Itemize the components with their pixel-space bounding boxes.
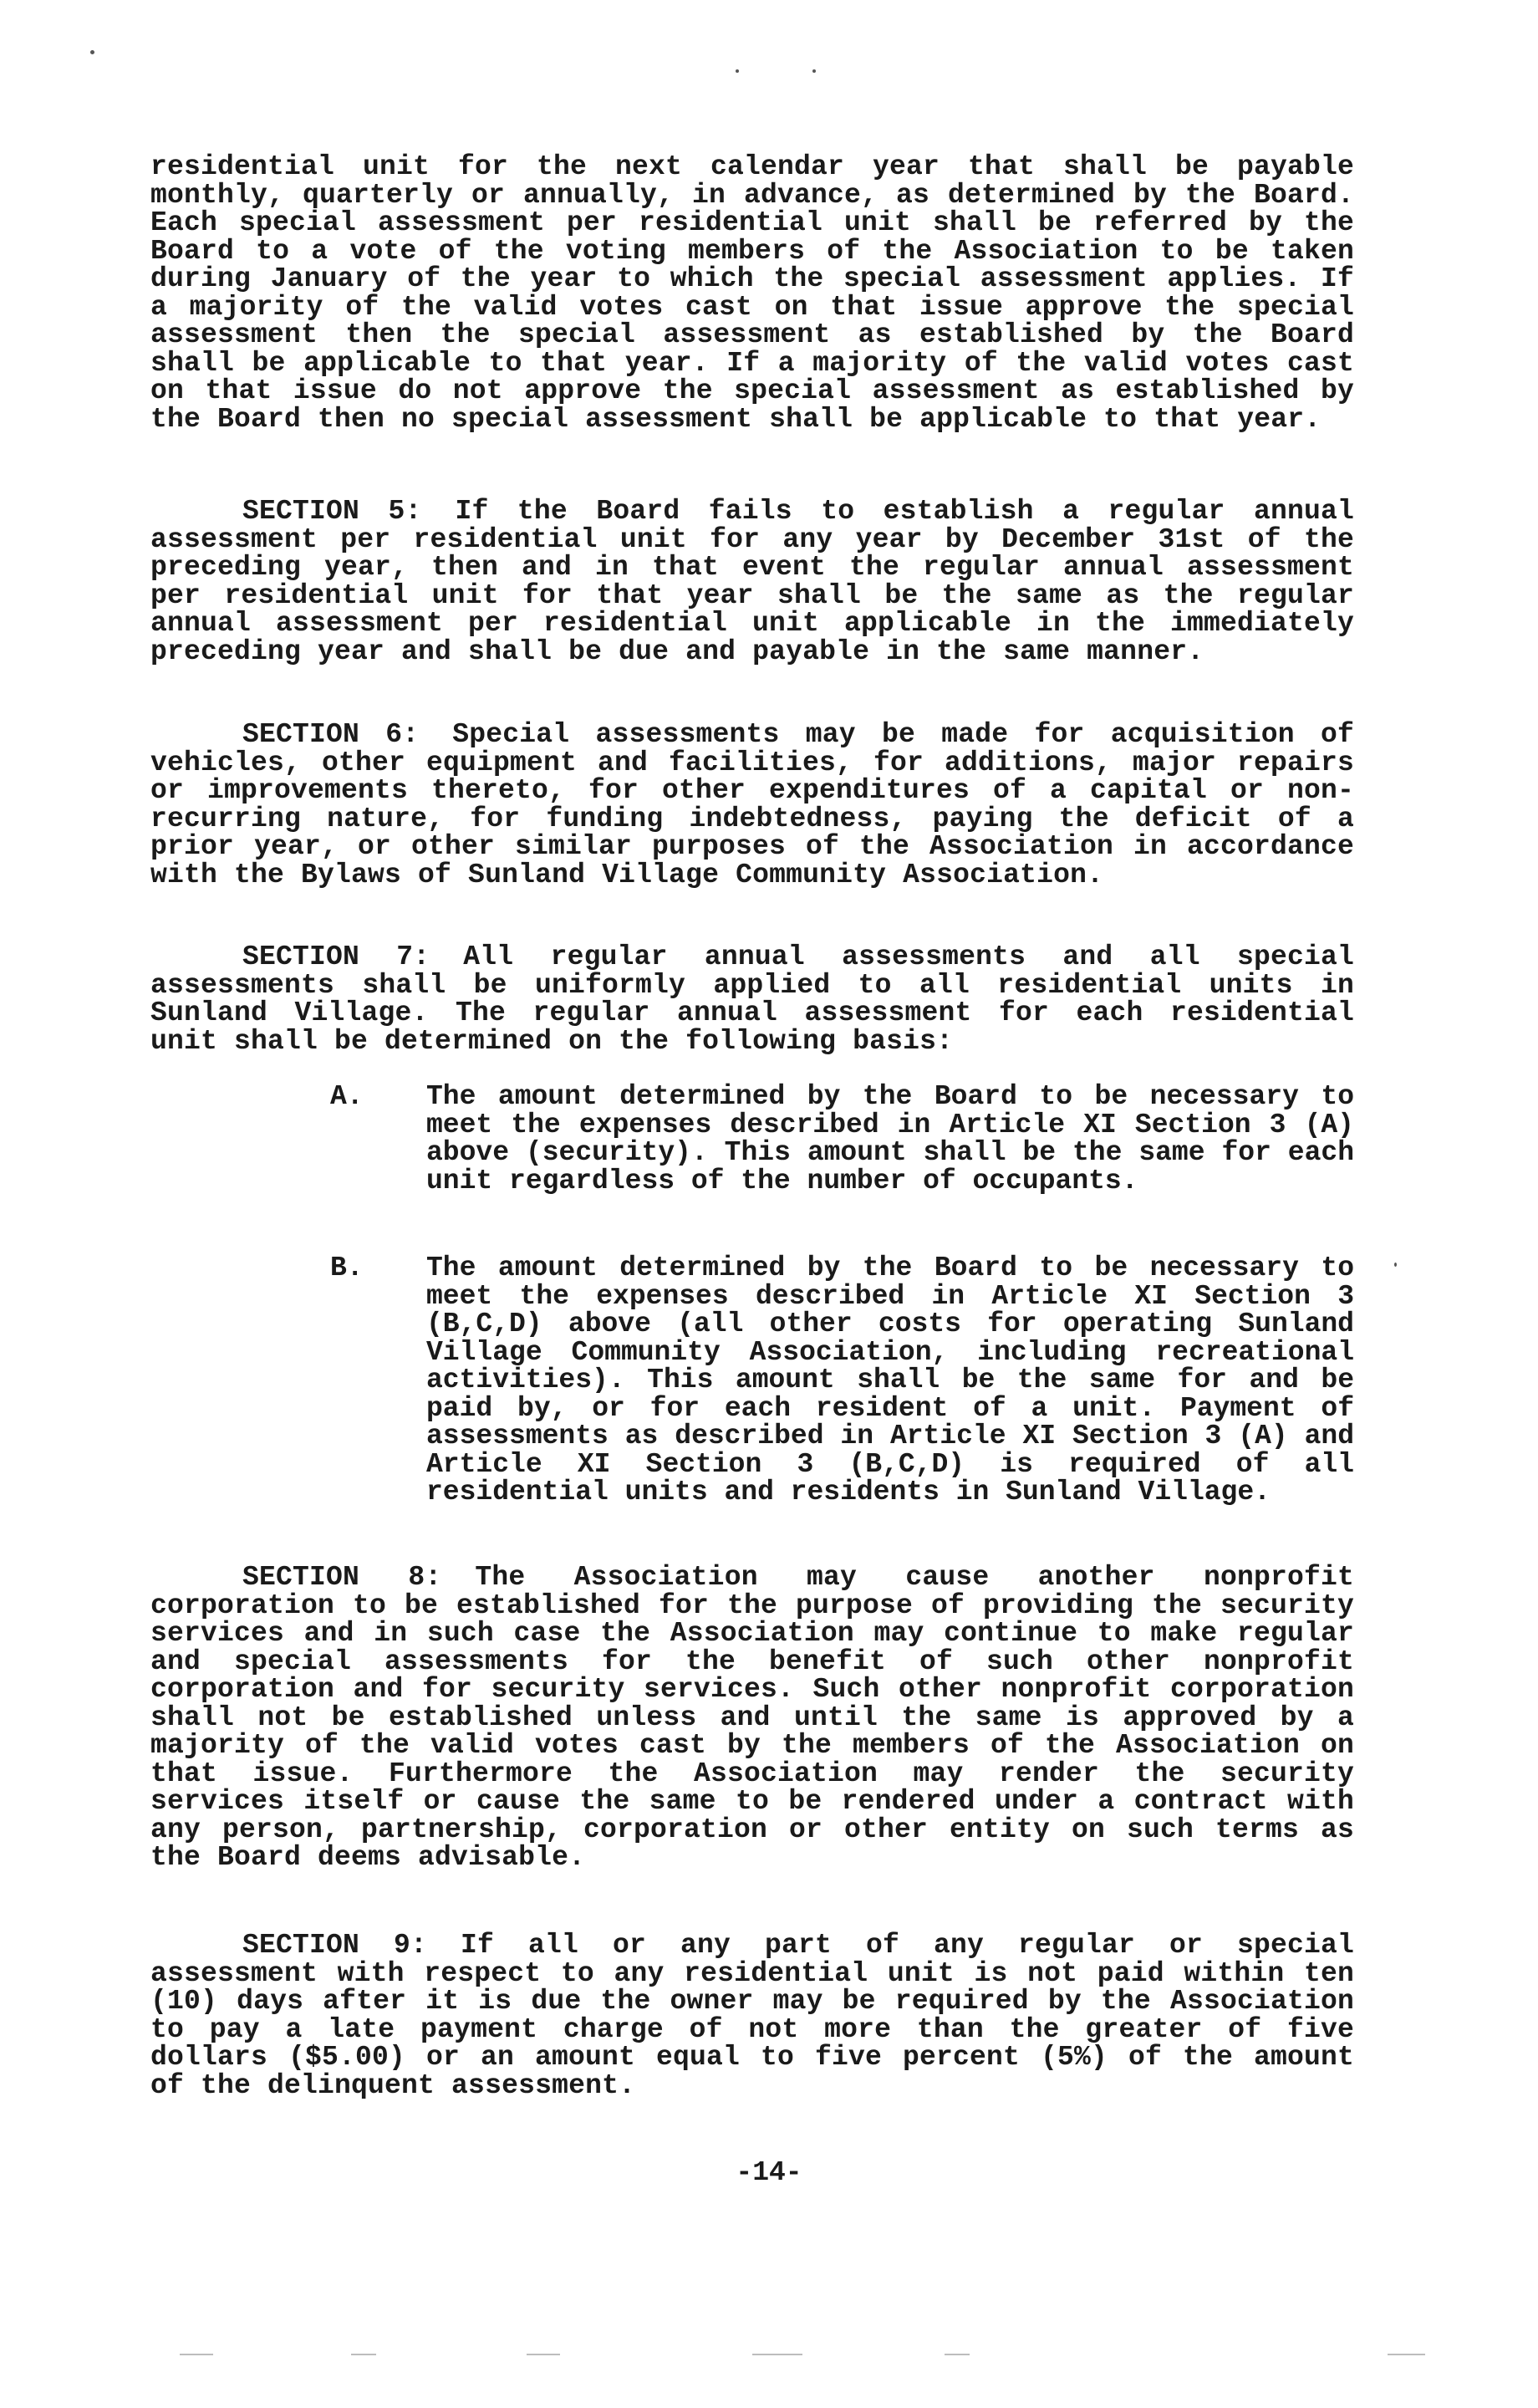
section-5-text: If the Board fails to establish a regular annual assessment per residential unit for any year by December 31st of the preceding year, then and in that event the regular annual assessment per residential unit for that year shall be the same as the regular annual assessment per residential unit applicable in the immediately preceding year and shall be due and payable in the same manner.: [150, 496, 1354, 667]
section-9-label: SECTION 9:: [242, 1930, 428, 1961]
section-8-text: The Association may cause another nonprofit corporation to be established for the purpose of providing the security services and in such case the Association may continue to make regular and special assessments for the benefit of such other nonprofit corporation and for security services. Such other nonprofit corporation shall not be established unless and until the same is approved by a majority of the valid votes cast by the members of the Association on that issue. Furthermore the Association may render the security services itself or cause the same to be rendered under a contract with any person, partnership, corporation or other entity on such terms as the Board deems advisable.: [150, 1562, 1354, 1873]
scan-speck: [1394, 1263, 1397, 1267]
section-7-label: SECTION 7:: [242, 941, 430, 972]
section-5-label: SECTION 5:: [242, 496, 422, 527]
section-6-paragraph: [150, 721, 1354, 889]
section-9-text: If all or any part of any regular or special assessment with respect to any residential unit is not paid within ten (10) days after it is due the owner may be required by the Association to pay a late payment charge of not more than the greater of five dollars ($5.00) or an amount equal to five percent (5%) of the amount of the delinquent assessment.: [150, 1930, 1354, 2101]
section-8-label: SECTION 8:: [242, 1562, 442, 1593]
item-b-text: The amount determined by the Board to be necessary to meet the expenses described in Article XI Section 3 (B,C,D) above (all other costs for operating Sunland Village Community Association, including recreational activities). This amount shall be the same for and be paid by, or for each resident of a unit. Payment of assessments as described in Article XI Section 3 (A) and Article XI Section 3 (B,C,D) is required of all residential units and residents in Sunland Village.: [426, 1252, 1354, 1508]
scan-speck: [736, 69, 739, 73]
scan-artifact: [1388, 2354, 1425, 2355]
item-a-marker: A.: [330, 1081, 364, 1112]
scan-artifact: [527, 2354, 560, 2355]
section-6-text: Special assessments may be made for acquisition of vehicles, other equipment and facilities, for additions, major repairs or improvements thereto, for other expenditures of a capital or non-recurring nature, for funding indebtedness, paying the deficit of a prior year, or other similar purposes of the Association in accordance with the Bylaws of Sunland Village Community Association.: [150, 719, 1354, 890]
page-number: -14-: [736, 2157, 802, 2188]
scan-speck: [812, 69, 816, 73]
item-b-marker: B.: [330, 1252, 364, 1283]
section-6-label: SECTION 6:: [242, 719, 420, 750]
section-7-item-b: [330, 1254, 1354, 1538]
scan-artifact: [752, 2354, 802, 2355]
section-9-paragraph: [150, 1931, 1354, 2099]
section-7-text: All regular annual assessments and all special assessments shall be uniformly applied to all residential units in Sunland Village. The regular annual assessment for each residential unit shall be determined on the following basis:: [150, 941, 1354, 1057]
section-8-paragraph: [150, 1564, 1354, 1872]
scan-artifact: [351, 2354, 376, 2355]
scan-artifact: [180, 2354, 213, 2355]
section-7-paragraph: [150, 943, 1354, 1055]
item-a-text: The amount determined by the Board to be necessary to meet the expenses described in Article XI Section 3 (A) above (security). This amount shall be the same for each unit regardless of the number of occupants.: [426, 1081, 1354, 1196]
scan-artifact: [945, 2354, 970, 2355]
section-7-item-a: [330, 1083, 1354, 1225]
continuation-paragraph: residential unit for the next calendar year that shall be payable monthly, quarterly or annually, in advance, as determined by the Board. Each special assessment per residential unit shall be referred by the Board to a vote of the voting members of the Association to be taken during January of the year to which the special assessment applies. If a majority of the valid votes cast on that issue approve the special assessment then the special assessment as established by the Board shall be applicable to that year. If a majority of the valid votes cast on that issue do not approve the special assessment as established by the Board then no special assessment shall be applicable to that year.: [150, 151, 1354, 435]
scan-speck: [90, 50, 94, 54]
section-5-paragraph: [150, 497, 1354, 666]
